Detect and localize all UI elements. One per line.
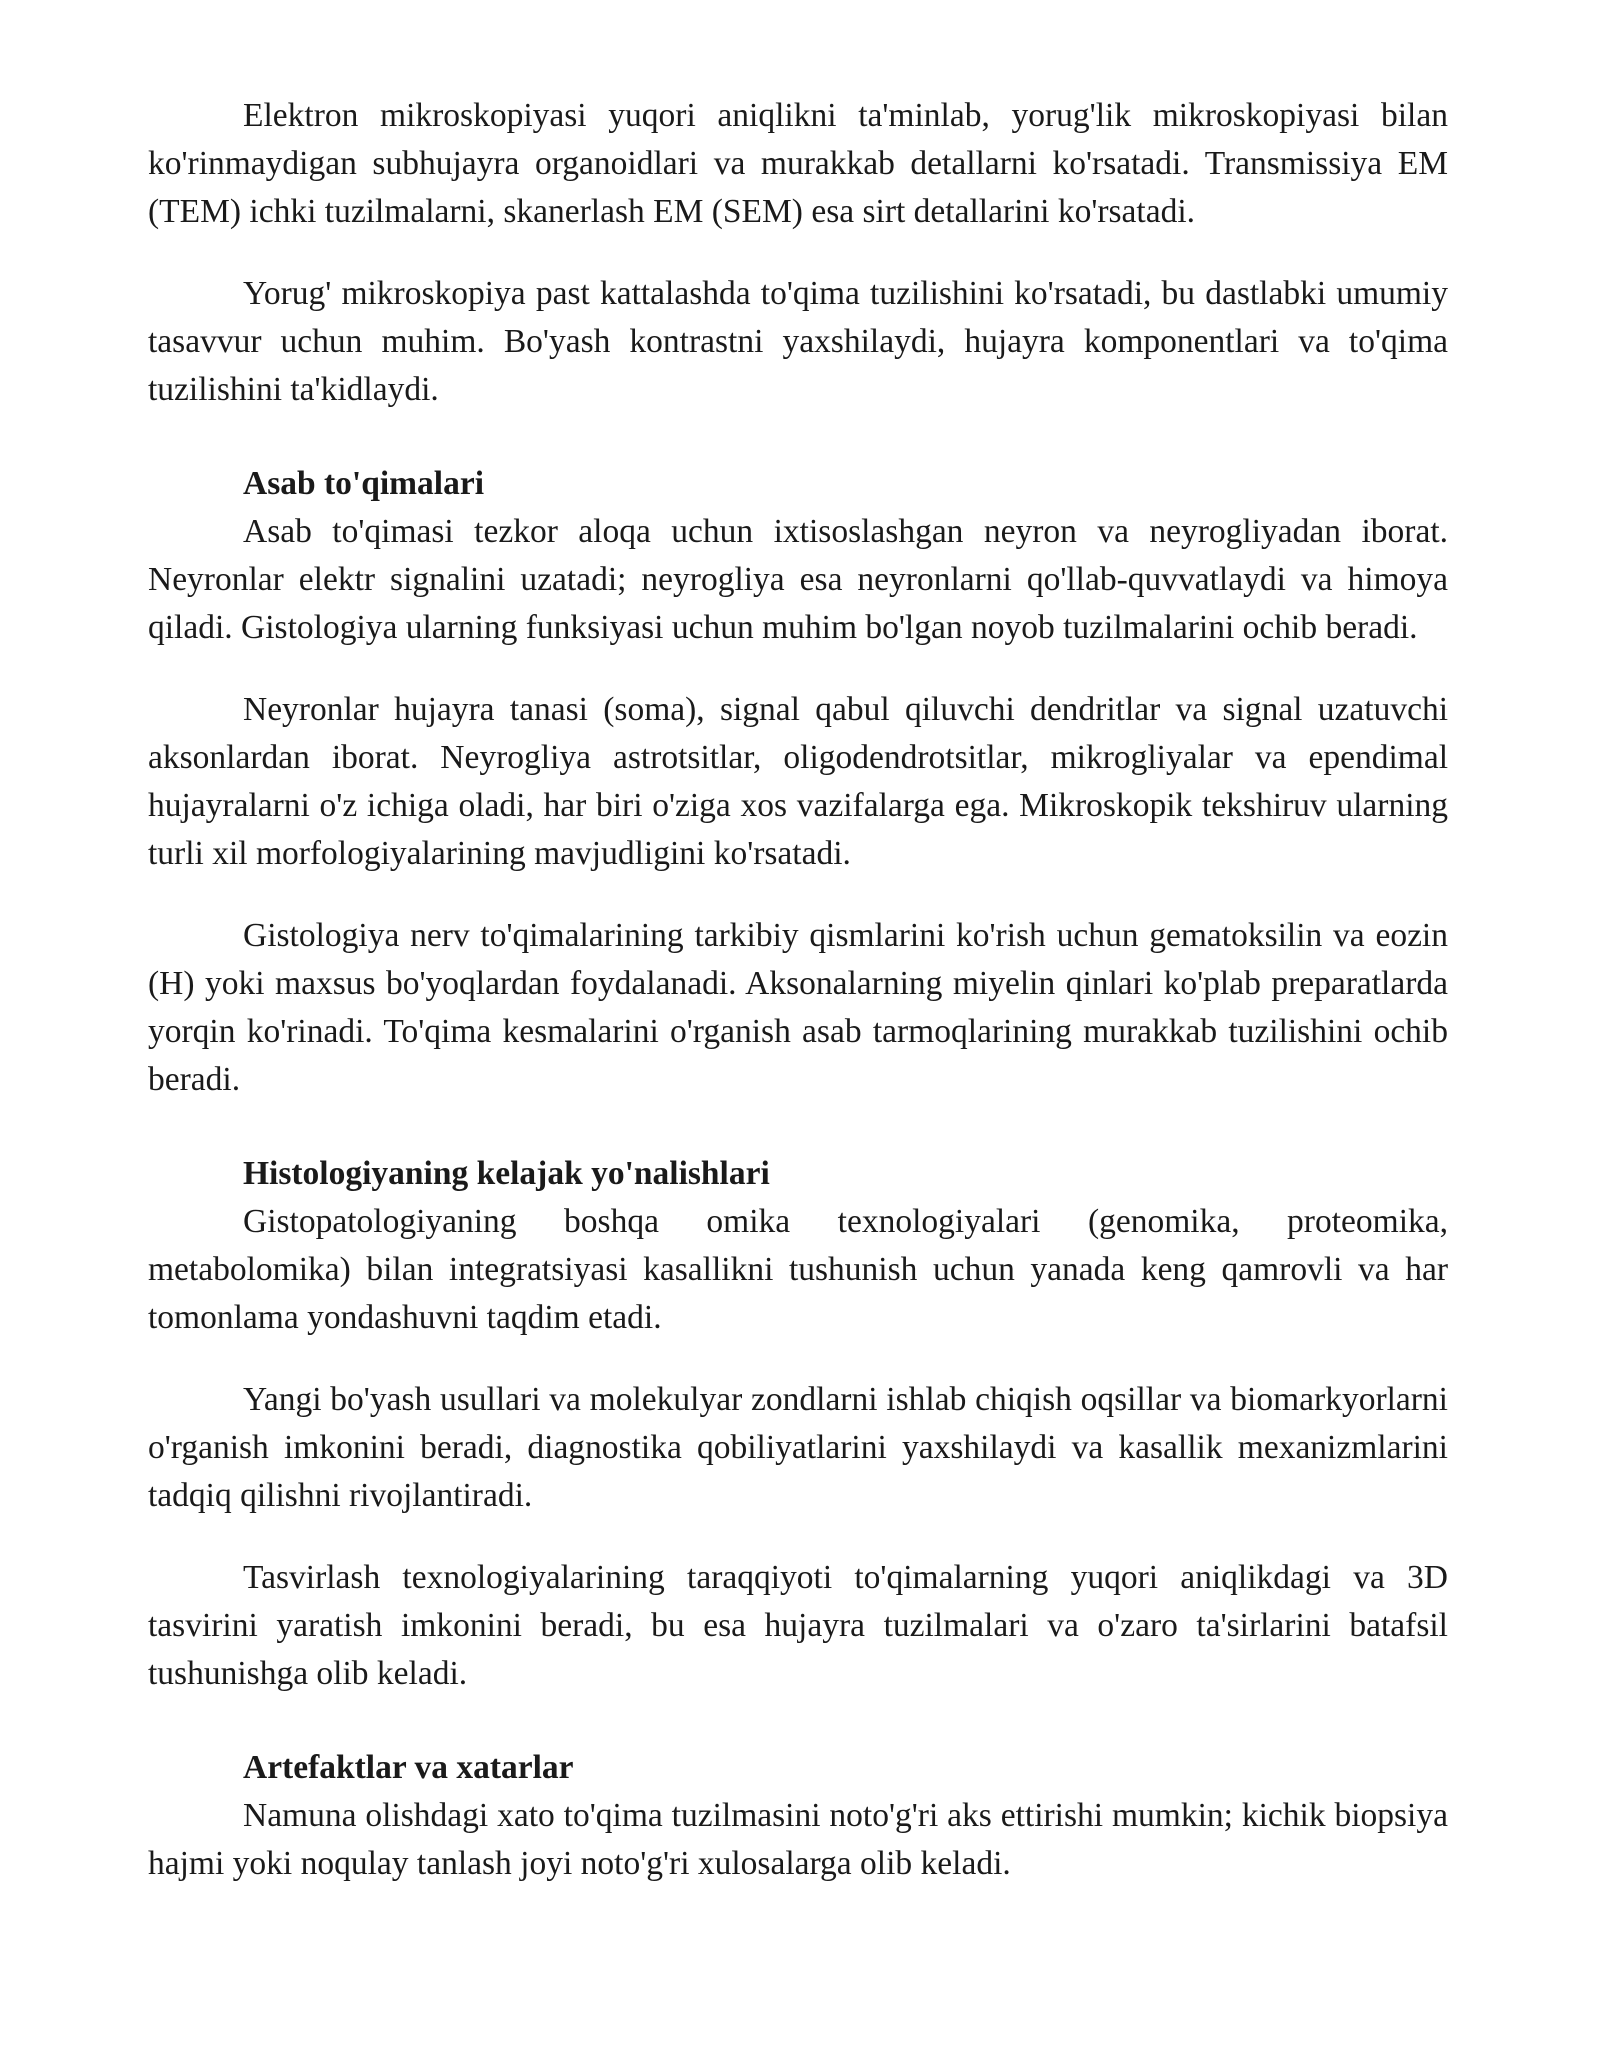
paragraph-light-microscopy: Yorug' mikroskopiya past kattalashda to'qima tuzilishini ko'rsatadi, bu dastlabki umumiy tasavvur uchun muhim. Bo'yash kontrastni yaxshilaydi, hujayra komponentlari va to'qima tuzilishini ta'kidlaydi. xyxy=(148,275,1448,408)
paragraph-electron-microscopy: Elektron mikroskopiyasi yuqori aniqlikni ta'minlab, yorug'lik mikroskopiyasi bilan ko'rinmaydigan subhujayra organoidlari va murakkab detallarni ko'rsatadi. Transmissiya EM (TEM) ichki tuzilmalarni, skanerlash EM (SEM) esa sirt detallarini ko'rsatadi. xyxy=(148,97,1448,230)
paragraph-sampling-error: Namuna olishdagi xato to'qima tuzilmasini noto'g'ri aks ettirishi mumkin; kichik biopsiya hajmi yoki noqulay tanlash joyi noto'g'ri xulosalarga olib keladi. xyxy=(148,1797,1448,1882)
paragraph-imaging-technologies: Tasvirlash texnologiyalarining taraqqiyoti to'qimalarning yuqori aniqlikdagi va 3D tasvirini yaratish imkonini beradi, bu esa hujayra tuzilmalari va o'zaro ta'sirlarini batafsil tushunishga olib keladi. xyxy=(148,1559,1448,1692)
document-page xyxy=(148,92,1448,1922)
paragraph-neurons-structure: Neyronlar hujayra tanasi (soma), signal qabul qiluvchi dendritlar va signal uzatuvchi aksonlardan iborat. Neyrogliya astrotsitlar, oligodendrotsitlar, mikrogliyalar va ependimal hujayralarni o'z ichiga oladi, har biri o'ziga xos vazifalarga ega. Mikroskopik tekshiruv ularning turli xil morfologiyalarining mavjudligini ko'rsatadi. xyxy=(148,691,1448,872)
paragraph-new-staining: Yangi bo'yash usullari va molekulyar zondlarni ishlab chiqish oqsillar va biomarkyorlarni o'rganish imkonini beradi, diagnostika qobiliyatlarini yaxshilaydi va kasallik mexanizmlarini tadqiq qilishni rivojlantiradi. xyxy=(148,1381,1448,1514)
paragraph-histology-staining: Gistologiya nerv to'qimalarining tarkibiy qismlarini ko'rish uchun gematoksilin va eozin (H) yoki maxsus bo'yoqlardan foydalanadi. Aksonalarning miyelin qinlari ko'plab preparatlarda yorqin ko'rinadi. To'qima kesmalarini o'rganish asab tarmoqlarining murakkab tuzilishini ochib beradi. xyxy=(148,917,1448,1098)
heading-future-directions: Histologiyaning kelajak yo'nalishlari xyxy=(243,1155,770,1192)
heading-nerve-tissue: Asab to'qimalari xyxy=(243,465,485,502)
paragraph-omics-integration: Gistopatologiyaning boshqa omika texnologiyalari (genomika, proteomika, metabolomika) bilan integratsiyasi kasallikni tushunish uchun yanada keng qamrovli va har tomonlama yondashuvni taqdim etadi. xyxy=(148,1203,1448,1336)
paragraph-nerve-tissue-intro: Asab to'qimasi tezkor aloqa uchun ixtisoslashgan neyron va neyrogliyadan iborat. Neyronlar elektr signalini uzatadi; neyrogliya esa neyronlarni qo'llab-quvvatlaydi va himoya qiladi. Gistologiya ularning funksiyasi uchun muhim bo'lgan noyob tuzilmalarini ochib beradi. xyxy=(148,513,1448,646)
heading-artifacts-risks: Artefaktlar va xatarlar xyxy=(243,1749,574,1786)
